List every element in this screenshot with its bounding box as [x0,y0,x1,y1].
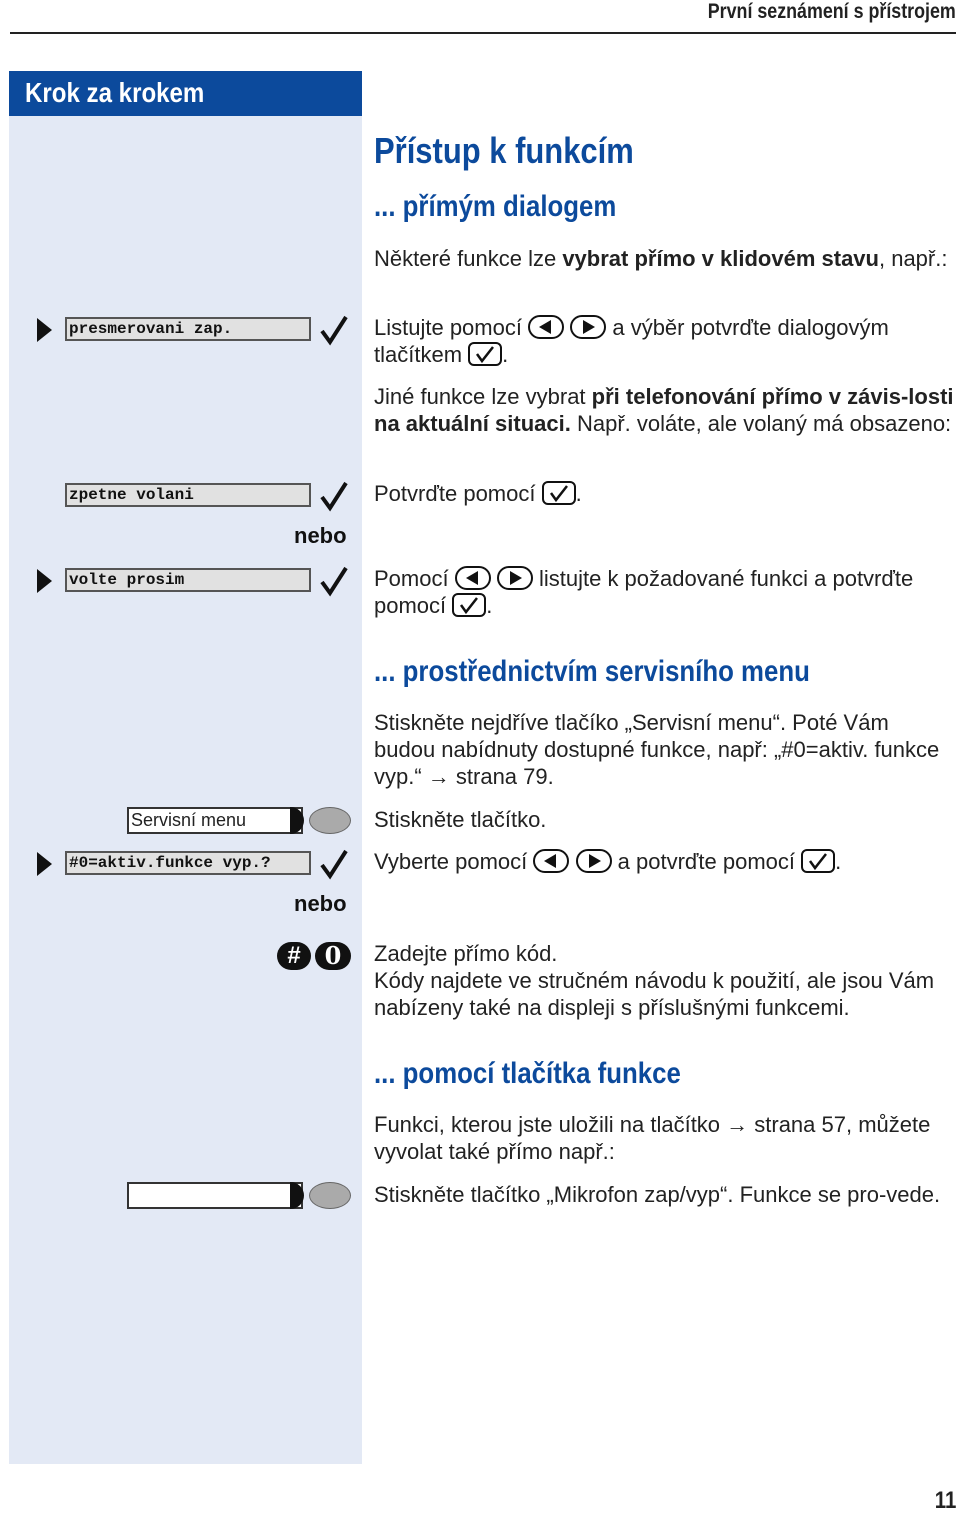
paragraph-press-key: Stiskněte tlačítko. [374,807,547,832]
paragraph-service-menu: Stiskněte nejdříve tlačíko „Servisní menu“. Poté Vám budou nabídnuty dostupné funkce, např: „#0=aktiv. funkce vyp.“ → strana 79. [374,710,940,789]
text: Potvrďte pomocí [374,481,536,506]
paragraph-select-confirm [374,848,954,875]
sidebar-title: Krok za krokem [25,77,205,108]
text: Vyberte pomocí [374,849,528,874]
right-key-icon [497,566,533,590]
paragraph-intro [374,245,954,272]
display-line-callback: zpetne volani [65,483,311,507]
page-title: Přístup k funkcím [374,130,634,171]
paragraph-code [374,940,949,1021]
left-key-icon [533,849,569,873]
paragraph-function-key: Funkci, kterou jste uložili na tlačítko → strana 57, můžete vyvolat také přímo např.: [374,1112,931,1164]
ok-key-icon [801,849,835,873]
text: . [486,593,493,618]
ok-key-icon [452,593,486,617]
or-label: nebo [294,891,347,916]
text: , např.: [878,246,948,271]
sidebar-title-bar [9,71,362,116]
paragraph-microphone: Stiskněte tlačítko „Mikrofon zap/vyp“. Funkce se pro-vede. [374,1182,941,1207]
paragraph-scroll-confirm [374,314,954,368]
text: Kódy najdete ve stručném návodu k použití, ale jsou Vám nabízeny také na displeji s příslušnými funkcemi. [374,968,935,1020]
text: Např. voláte, ale volaný má obsazeno: [570,411,952,436]
display-line-deactivate: #0=aktiv.funkce vyp.? [65,851,311,875]
display-line-forwarding: presmerovani zap. [65,317,311,341]
text: . [835,849,842,874]
service-menu-key-label: Servisní menu [127,807,303,834]
paragraph-confirm [374,480,954,507]
checkmark-icon [318,314,350,346]
text: a výběr potvrďte dialogovým tlačítkem [374,315,889,367]
paragraph-scroll-function [374,565,954,619]
text: Některé funkce lze [374,246,563,271]
scroll-arrow-icon [37,318,52,342]
hash-key-icon: # [277,942,311,970]
bold-text: vybrat přímo v klidovém stavu [562,246,879,271]
header-rule [10,32,956,34]
function-key-label [127,1182,303,1209]
right-key-icon [576,849,612,873]
scroll-arrow-icon [37,852,52,876]
right-key-icon [570,315,606,339]
section-heading-service-menu: ... prostřednictvím servisního menu [374,655,810,688]
text: Pomocí [374,566,449,591]
bold-text: při telefonování přímo v závis-losti na aktuální situaci. [374,384,954,436]
checkmark-icon [318,480,350,512]
text: listujte k požadované funkci a potvrďte pomocí [374,566,914,618]
text: . [575,481,582,506]
section-heading-dialog: ... přímým dialogem [374,190,617,223]
checkmark-icon [318,848,350,880]
running-header: První seznámení s přístrojem [707,0,956,23]
display-line-dial: volte prosim [65,568,311,592]
service-menu-key-button[interactable] [309,807,351,834]
checkmark-icon [318,565,350,597]
paragraph-during-call [374,383,954,437]
section-heading-function-key: ... pomocí tlačítka funkce [374,1057,681,1090]
or-label: nebo [294,523,347,548]
ok-key-icon [542,481,576,505]
text: . [502,342,509,367]
function-key-button[interactable] [309,1182,351,1209]
text: Zadejte přímo kód. [374,941,558,966]
scroll-arrow-icon [37,569,52,593]
text: Jiné funkce lze vybrat [374,384,592,409]
text: Listujte pomocí [374,315,522,340]
page-number: 11 [934,1487,956,1514]
zero-key-icon: 0 [315,942,351,970]
ok-key-icon [468,342,502,366]
text: a potvrďte pomocí [617,849,796,874]
left-key-icon [528,315,564,339]
left-key-icon [455,566,491,590]
